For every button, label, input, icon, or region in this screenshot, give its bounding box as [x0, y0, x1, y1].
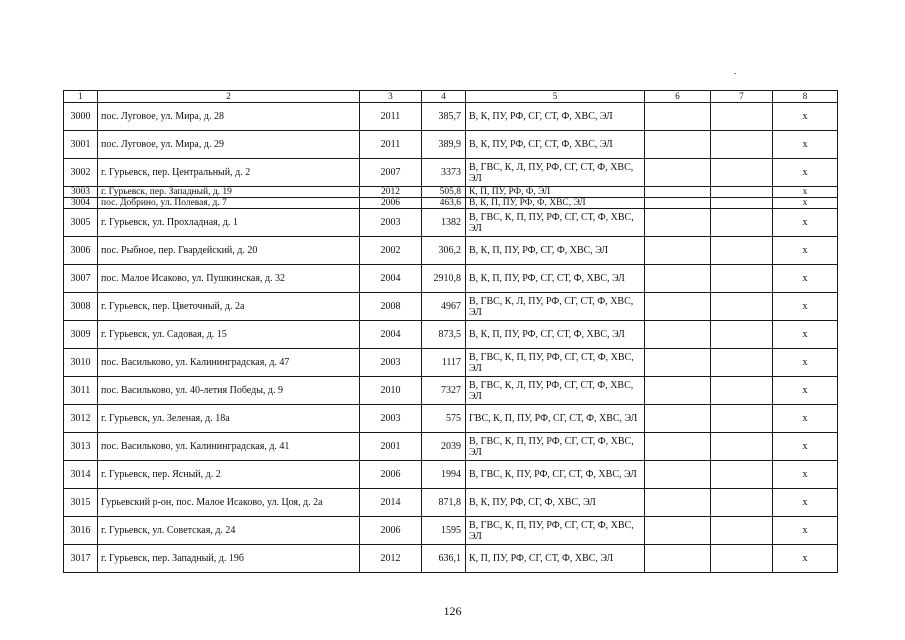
- utilities-cell: В, ГВС, К, Л, ПУ, РФ, СГ, СТ, Ф, ХВС, ЭЛ: [466, 293, 645, 321]
- year-cell: 2008: [360, 293, 422, 321]
- area-cell: 873,5: [422, 321, 466, 349]
- mark-cell: x: [773, 159, 838, 187]
- table-row: [64, 405, 838, 433]
- address-cell: г. Гурьевск, ул. Прохладная, д. 1: [98, 209, 360, 237]
- housing-table: [63, 90, 838, 573]
- year-cell: 2006: [360, 198, 422, 209]
- row-number: 3003: [64, 187, 98, 198]
- utilities-cell: В, К, ПУ, РФ, СГ, СТ, Ф, ХВС, ЭЛ: [466, 103, 645, 131]
- table-body: [64, 91, 838, 573]
- year-cell: 2003: [360, 405, 422, 433]
- year-cell: 2006: [360, 461, 422, 489]
- column-6-cell: [645, 103, 711, 131]
- column-7-cell: [711, 405, 773, 433]
- scan-speck: [734, 73, 736, 74]
- column-6-cell: [645, 209, 711, 237]
- year-cell: 2010: [360, 377, 422, 405]
- year-cell: 2001: [360, 433, 422, 461]
- address-cell: г. Гурьевск, пер. Цветочный, д. 2а: [98, 293, 360, 321]
- table-row: [64, 321, 838, 349]
- area-cell: 2039: [422, 433, 466, 461]
- row-number: 3005: [64, 209, 98, 237]
- column-6-cell: [645, 198, 711, 209]
- row-number: 3013: [64, 433, 98, 461]
- area-cell: 389,9: [422, 131, 466, 159]
- address-cell: пос. Рыбное, пер. Гвардейский, д. 20: [98, 237, 360, 265]
- mark-cell: x: [773, 209, 838, 237]
- area-cell: 575: [422, 405, 466, 433]
- year-cell: 2011: [360, 131, 422, 159]
- column-7-cell: [711, 321, 773, 349]
- header-cell-8: 8: [773, 91, 838, 103]
- mark-cell: x: [773, 405, 838, 433]
- area-cell: 3373: [422, 159, 466, 187]
- utilities-cell: В, ГВС, К, П, ПУ, РФ, СГ, СТ, Ф, ХВС, ЭЛ: [466, 517, 645, 545]
- mark-cell: x: [773, 545, 838, 573]
- column-6-cell: [645, 237, 711, 265]
- row-number: 3008: [64, 293, 98, 321]
- area-cell: 4967: [422, 293, 466, 321]
- mark-cell: x: [773, 131, 838, 159]
- column-7-cell: [711, 131, 773, 159]
- year-cell: 2004: [360, 265, 422, 293]
- table-row: [64, 159, 838, 187]
- header-cell-2: 2: [98, 91, 360, 103]
- year-cell: 2012: [360, 545, 422, 573]
- row-number: 3002: [64, 159, 98, 187]
- table-row: [64, 461, 838, 489]
- column-6-cell: [645, 433, 711, 461]
- mark-cell: x: [773, 187, 838, 198]
- year-cell: 2004: [360, 321, 422, 349]
- row-number: 3010: [64, 349, 98, 377]
- table-row: [64, 187, 838, 198]
- table-row: [64, 433, 838, 461]
- row-number: 3011: [64, 377, 98, 405]
- row-number: 3015: [64, 489, 98, 517]
- mark-cell: x: [773, 103, 838, 131]
- address-cell: г. Гурьевск, ул. Зеленая, д. 18а: [98, 405, 360, 433]
- header-cell-4: 4: [422, 91, 466, 103]
- utilities-cell: В, ГВС, К, Л, ПУ, РФ, СГ, СТ, Ф, ХВС, ЭЛ: [466, 159, 645, 187]
- column-7-cell: [711, 187, 773, 198]
- column-6-cell: [645, 545, 711, 573]
- utilities-cell: В, ГВС, К, Л, ПУ, РФ, СГ, СТ, Ф, ХВС, ЭЛ: [466, 377, 645, 405]
- utilities-cell: ГВС, К, П, ПУ, РФ, СГ, СТ, Ф, ХВС, ЭЛ: [466, 405, 645, 433]
- header-cell-5: 5: [466, 91, 645, 103]
- table-row: [64, 265, 838, 293]
- mark-cell: x: [773, 198, 838, 209]
- address-cell: г. Гурьевск, ул. Советская, д. 24: [98, 517, 360, 545]
- address-cell: г. Гурьевск, пер. Западный, д. 19: [98, 187, 360, 198]
- mark-cell: x: [773, 237, 838, 265]
- address-cell: Гурьевский р-он, пос. Малое Исаково, ул. Цоя, д. 2а: [98, 489, 360, 517]
- mark-cell: x: [773, 433, 838, 461]
- column-7-cell: [711, 159, 773, 187]
- area-cell: 1994: [422, 461, 466, 489]
- year-cell: 2012: [360, 187, 422, 198]
- row-number: 3004: [64, 198, 98, 209]
- header-cell-7: 7: [711, 91, 773, 103]
- address-cell: г. Гурьевск, ул. Садовая, д. 15: [98, 321, 360, 349]
- column-7-cell: [711, 103, 773, 131]
- area-cell: 463,6: [422, 198, 466, 209]
- year-cell: 2014: [360, 489, 422, 517]
- column-7-cell: [711, 517, 773, 545]
- column-7-cell: [711, 209, 773, 237]
- column-6-cell: [645, 405, 711, 433]
- address-cell: г. Гурьевск, пер. Западный, д. 19б: [98, 545, 360, 573]
- column-7-cell: [711, 265, 773, 293]
- column-7-cell: [711, 237, 773, 265]
- row-number: 3017: [64, 545, 98, 573]
- address-cell: г. Гурьевск, пер. Центральный, д. 2: [98, 159, 360, 187]
- column-6-cell: [645, 187, 711, 198]
- table-row: [64, 131, 838, 159]
- row-number: 3009: [64, 321, 98, 349]
- header-row: [64, 91, 838, 103]
- year-cell: 2006: [360, 517, 422, 545]
- row-number: 3006: [64, 237, 98, 265]
- area-cell: 1382: [422, 209, 466, 237]
- header-cell-6: 6: [645, 91, 711, 103]
- page-number: 126: [443, 604, 462, 618]
- address-cell: пос. Луговое, ул. Мира, д. 28: [98, 103, 360, 131]
- column-6-cell: [645, 131, 711, 159]
- area-cell: 1117: [422, 349, 466, 377]
- table-row: [64, 103, 838, 131]
- mark-cell: x: [773, 517, 838, 545]
- area-cell: 385,7: [422, 103, 466, 131]
- column-6-cell: [645, 489, 711, 517]
- mark-cell: x: [773, 377, 838, 405]
- area-cell: 871,8: [422, 489, 466, 517]
- row-number: 3014: [64, 461, 98, 489]
- table-row: [64, 293, 838, 321]
- column-6-cell: [645, 159, 711, 187]
- row-number: 3012: [64, 405, 98, 433]
- mark-cell: x: [773, 293, 838, 321]
- header-cell-3: 3: [360, 91, 422, 103]
- year-cell: 2003: [360, 209, 422, 237]
- column-6-cell: [645, 377, 711, 405]
- table-row: [64, 545, 838, 573]
- mark-cell: x: [773, 349, 838, 377]
- table-row: [64, 377, 838, 405]
- column-7-cell: [711, 377, 773, 405]
- header-cell-1: 1: [64, 91, 98, 103]
- table-row: [64, 209, 838, 237]
- area-cell: 636,1: [422, 545, 466, 573]
- column-7-cell: [711, 349, 773, 377]
- utilities-cell: В, К, П, ПУ, РФ, СГ, СТ, Ф, ХВС, ЭЛ: [466, 265, 645, 293]
- table-row: [64, 517, 838, 545]
- utilities-cell: В, К, ПУ, РФ, СГ, Ф, ХВС, ЭЛ: [466, 489, 645, 517]
- address-cell: пос. Васильково, ул. 40-летия Победы, д. 9: [98, 377, 360, 405]
- area-cell: 2910,8: [422, 265, 466, 293]
- row-number: 3007: [64, 265, 98, 293]
- area-cell: 7327: [422, 377, 466, 405]
- column-6-cell: [645, 321, 711, 349]
- column-7-cell: [711, 545, 773, 573]
- column-6-cell: [645, 461, 711, 489]
- row-number: 3000: [64, 103, 98, 131]
- mark-cell: x: [773, 265, 838, 293]
- utilities-cell: В, К, П, ПУ, РФ, СГ, Ф, ХВС, ЭЛ: [466, 237, 645, 265]
- address-cell: пос. Васильково, ул. Калининградская, д. 41: [98, 433, 360, 461]
- year-cell: 2007: [360, 159, 422, 187]
- table-row: [64, 198, 838, 209]
- table-row: [64, 349, 838, 377]
- column-6-cell: [645, 293, 711, 321]
- column-7-cell: [711, 198, 773, 209]
- row-number: 3001: [64, 131, 98, 159]
- column-7-cell: [711, 461, 773, 489]
- column-6-cell: [645, 349, 711, 377]
- utilities-cell: В, ГВС, К, П, ПУ, РФ, СГ, СТ, Ф, ХВС, ЭЛ: [466, 433, 645, 461]
- column-7-cell: [711, 293, 773, 321]
- mark-cell: x: [773, 321, 838, 349]
- mark-cell: x: [773, 461, 838, 489]
- table-row: [64, 489, 838, 517]
- mark-cell: x: [773, 489, 838, 517]
- utilities-cell: В, К, П, ПУ, РФ, Ф, ХВС, ЭЛ: [466, 198, 645, 209]
- table-row: [64, 237, 838, 265]
- utilities-cell: К, П, ПУ, РФ, Ф, ЭЛ: [466, 187, 645, 198]
- year-cell: 2002: [360, 237, 422, 265]
- utilities-cell: В, ГВС, К, П, ПУ, РФ, СГ, СТ, Ф, ХВС, ЭЛ: [466, 349, 645, 377]
- area-cell: 505,8: [422, 187, 466, 198]
- utilities-cell: В, К, П, ПУ, РФ, СГ, СТ, Ф, ХВС, ЭЛ: [466, 321, 645, 349]
- row-number: 3016: [64, 517, 98, 545]
- address-cell: пос. Луговое, ул. Мира, д. 29: [98, 131, 360, 159]
- column-6-cell: [645, 517, 711, 545]
- address-cell: пос. Добрино, ул. Полевая, д. 7: [98, 198, 360, 209]
- utilities-cell: К, П, ПУ, РФ, СГ, СТ, Ф, ХВС, ЭЛ: [466, 545, 645, 573]
- address-cell: пос. Васильково, ул. Калининградская, д. 47: [98, 349, 360, 377]
- column-7-cell: [711, 433, 773, 461]
- area-cell: 306,2: [422, 237, 466, 265]
- year-cell: 2011: [360, 103, 422, 131]
- year-cell: 2003: [360, 349, 422, 377]
- utilities-cell: В, К, ПУ, РФ, СГ, СТ, Ф, ХВС, ЭЛ: [466, 131, 645, 159]
- address-cell: пос. Малое Исаково, ул. Пушкинская, д. 32: [98, 265, 360, 293]
- column-6-cell: [645, 265, 711, 293]
- address-cell: г. Гурьевск, пер. Ясный, д. 2: [98, 461, 360, 489]
- area-cell: 1595: [422, 517, 466, 545]
- column-7-cell: [711, 489, 773, 517]
- utilities-cell: В, ГВС, К, ПУ, РФ, СГ, СТ, Ф, ХВС, ЭЛ: [466, 461, 645, 489]
- utilities-cell: В, ГВС, К, П, ПУ, РФ, СГ, СТ, Ф, ХВС, ЭЛ: [466, 209, 645, 237]
